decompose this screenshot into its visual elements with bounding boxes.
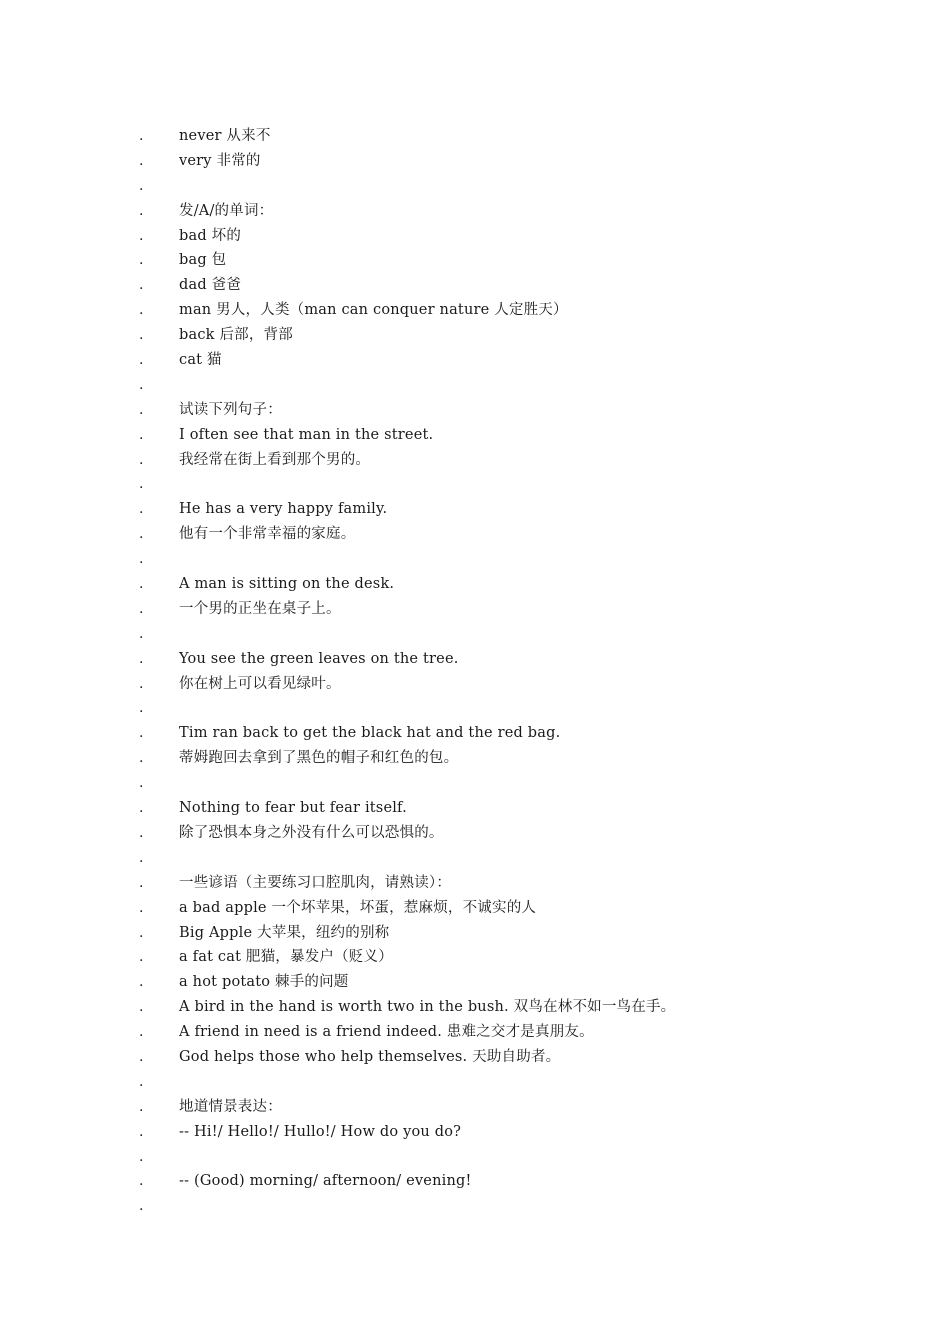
line-bullet: . <box>139 177 144 194</box>
line-bullet: . <box>139 501 144 518</box>
document-line <box>0 1120 950 1145</box>
document-line <box>0 1095 950 1120</box>
line-bullet: . <box>139 949 144 966</box>
document-line <box>0 647 950 672</box>
line-bullet: . <box>139 775 144 792</box>
document-line <box>0 921 950 946</box>
line-bullet: . <box>139 227 144 244</box>
document-line <box>0 273 950 298</box>
line-text: 他有一个非常幸福的家庭。 <box>179 526 356 543</box>
line-bullet: . <box>139 476 144 493</box>
line-bullet: . <box>139 1048 144 1065</box>
line-text: bag 包 <box>179 252 227 269</box>
document-line <box>0 1045 950 1070</box>
document-line <box>0 224 950 249</box>
line-bullet: . <box>139 675 144 692</box>
document-line <box>0 597 950 622</box>
line-bullet: . <box>139 700 144 717</box>
line-text: 一些谚语（主要练习口腔肌肉，请熟读）： <box>179 874 452 891</box>
line-bullet: . <box>139 1173 144 1190</box>
line-bullet: . <box>139 426 144 443</box>
line-bullet: . <box>139 999 144 1016</box>
line-text: 试读下列句子： <box>179 401 282 418</box>
line-bullet: . <box>139 1098 144 1115</box>
line-bullet: . <box>139 526 144 543</box>
document-line <box>0 896 950 921</box>
line-text: very 非常的 <box>179 152 261 169</box>
line-text: man 男人，人类（man can conquer nature 人定胜天） <box>179 302 568 319</box>
document-line <box>0 199 950 224</box>
line-bullet: . <box>139 874 144 891</box>
line-text: a bad apple 一个坏苹果，坏蛋，惹麻烦，不诚实的人 <box>179 899 537 916</box>
line-bullet: . <box>139 576 144 593</box>
line-text: never 从来不 <box>179 128 271 144</box>
line-bullet: . <box>139 924 144 941</box>
document-line <box>0 1169 950 1194</box>
line-bullet: . <box>139 800 144 817</box>
line-text: A bird in the hand is worth two in the bush. 双鸟在林不如一鸟在手。 <box>179 999 676 1016</box>
document-line <box>0 522 950 547</box>
line-bullet: . <box>139 600 144 617</box>
document-line <box>0 970 950 995</box>
document-line <box>0 323 950 348</box>
line-text: 发/A/的单词： <box>179 202 274 219</box>
line-text: 我经常在街上看到那个男的。 <box>179 451 371 468</box>
line-bullet: . <box>139 1024 144 1041</box>
document-line <box>0 174 950 199</box>
document-line <box>0 497 950 522</box>
document-line <box>0 423 950 448</box>
document-line <box>0 1070 950 1095</box>
line-bullet: . <box>139 551 144 568</box>
line-text: -- Hi!/ Hello!/ Hullo!/ How do you do? <box>179 1123 462 1140</box>
document-line <box>0 846 950 871</box>
line-bullet: . <box>139 401 144 418</box>
line-bullet: . <box>139 625 144 642</box>
document-line <box>0 622 950 647</box>
line-bullet: . <box>139 824 144 841</box>
line-text: 地道情景表达： <box>179 1098 282 1115</box>
document-line <box>0 746 950 771</box>
line-bullet: . <box>139 849 144 866</box>
document-lines <box>0 124 950 1219</box>
line-text: Tim ran back to get the black hat and the red bag. <box>179 725 561 742</box>
line-bullet: . <box>139 202 144 219</box>
line-bullet: . <box>139 1148 144 1165</box>
document-line <box>0 149 950 174</box>
document-line <box>0 472 950 497</box>
line-text: 蒂姆跑回去拿到了黑色的帽子和红色的包。 <box>179 750 459 767</box>
document-line <box>0 796 950 821</box>
line-text: You see the green leaves on the tree. <box>179 650 459 667</box>
line-text: cat 猫 <box>179 352 222 369</box>
line-bullet: . <box>139 128 144 144</box>
line-bullet: . <box>139 302 144 319</box>
document-line <box>0 945 950 970</box>
line-text: He has a very happy family. <box>179 501 388 518</box>
line-bullet: . <box>139 1123 144 1140</box>
line-bullet: . <box>139 725 144 742</box>
line-text: Nothing to fear but fear itself. <box>179 800 407 817</box>
document-line <box>0 1145 950 1170</box>
line-bullet: . <box>139 899 144 916</box>
line-text: A friend in need is a friend indeed. 患难之交才是真朋友。 <box>179 1024 594 1041</box>
line-text: God helps those who help themselves. 天助自助者。 <box>179 1048 561 1065</box>
line-bullet: . <box>139 451 144 468</box>
document-line <box>0 373 950 398</box>
line-text: a fat cat 肥猫，暴发户（贬义） <box>179 949 393 966</box>
document-line <box>0 1194 950 1219</box>
document-line <box>0 298 950 323</box>
document-line <box>0 995 950 1020</box>
document-line <box>0 871 950 896</box>
line-bullet: . <box>139 152 144 169</box>
document-line <box>0 721 950 746</box>
line-bullet: . <box>139 650 144 667</box>
line-text: A man is sitting on the desk. <box>179 576 395 593</box>
document-line <box>0 572 950 597</box>
line-text: bad 坏的 <box>179 227 242 244</box>
document-line <box>0 696 950 721</box>
document-line <box>0 124 950 149</box>
line-bullet: . <box>139 252 144 269</box>
document-line <box>0 672 950 697</box>
document-line <box>0 398 950 423</box>
line-text: a hot potato 棘手的问题 <box>179 974 349 991</box>
line-text: 一个男的正坐在桌子上。 <box>179 600 341 617</box>
line-bullet: . <box>139 376 144 393</box>
document-line <box>0 448 950 473</box>
line-bullet: . <box>139 1198 144 1215</box>
document-line <box>0 1020 950 1045</box>
line-text: 除了恐惧本身之外没有什么可以恐惧的。 <box>179 824 444 841</box>
line-bullet: . <box>139 352 144 369</box>
line-bullet: . <box>139 277 144 294</box>
line-bullet: . <box>139 1073 144 1090</box>
line-text: back 后部，背部 <box>179 327 293 344</box>
line-text: I often see that man in the street. <box>179 426 434 443</box>
document-line <box>0 348 950 373</box>
document-line <box>0 248 950 273</box>
line-text: -- (Good) morning/ afternoon/ evening! <box>179 1173 472 1190</box>
document-line <box>0 821 950 846</box>
document-line <box>0 771 950 796</box>
line-bullet: . <box>139 750 144 767</box>
line-text: Big Apple 大苹果，纽约的别称 <box>179 924 390 941</box>
line-text: dad 爸爸 <box>179 277 242 294</box>
line-bullet: . <box>139 327 144 344</box>
document-line <box>0 547 950 572</box>
line-bullet: . <box>139 974 144 991</box>
line-text: 你在树上可以看见绿叶。 <box>179 675 341 692</box>
